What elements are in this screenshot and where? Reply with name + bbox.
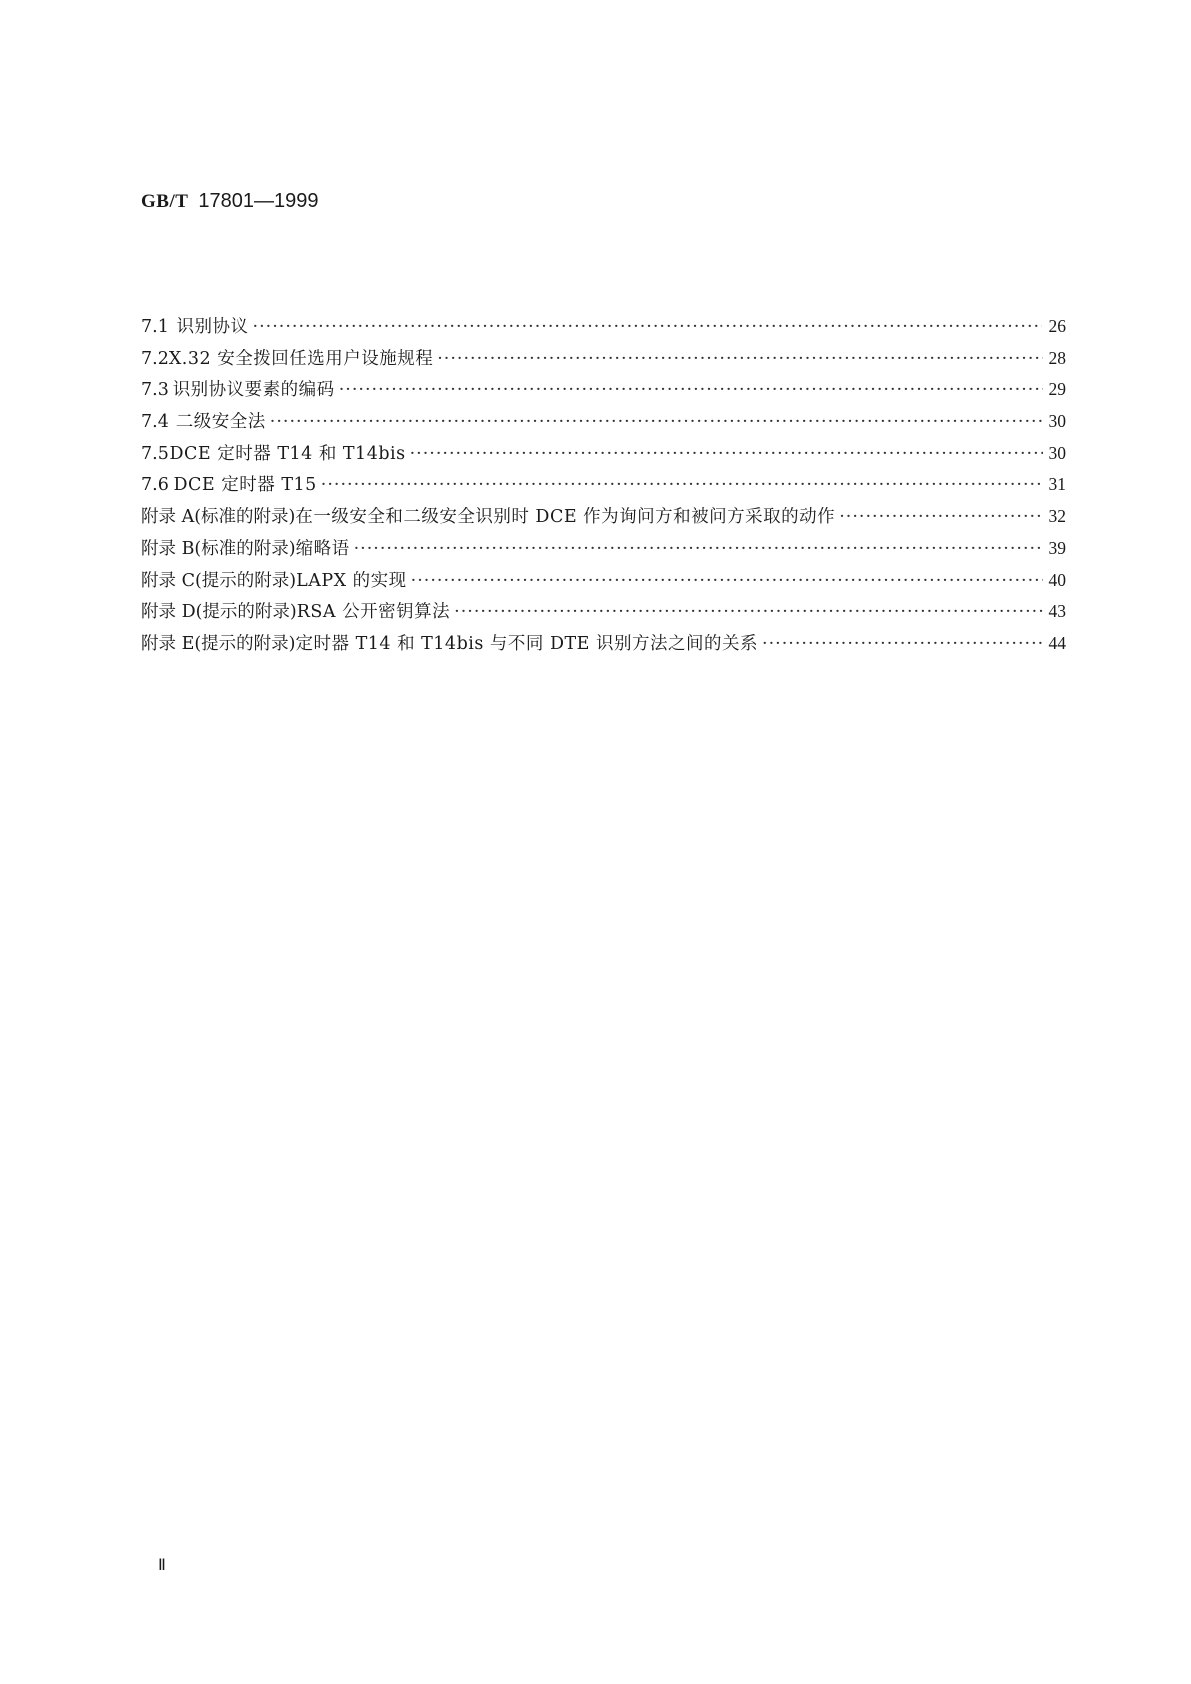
toc-entry-title: 定时器 T14 和 T14bis 与不同 DTE 识别方法之间的关系 [295,633,759,654]
toc-entry-7-1[interactable] [141,313,1066,345]
toc-entry-title: DCE 定时器 T15 [173,475,317,496]
toc-leader-dots [454,602,1042,622]
toc-entry-title: X.32 安全拨回任选用户设施规程 [168,348,434,369]
toc-entry-page: 28 [1048,347,1066,368]
toc-leader-dots [410,444,1043,464]
toc-entry-title: 识别协议要素的编码 [172,380,335,401]
toc-entry-page: 26 [1048,316,1066,336]
toc-leader-dots [339,380,1043,400]
toc-entry-number: 7.5 [141,443,169,464]
table-of-contents [141,313,1066,662]
toc-entry-7-2[interactable] [141,345,1066,377]
toc-entry-7-3[interactable] [141,376,1066,408]
toc-entry-number: 附录 A(标准的附录) [141,507,296,528]
toc-entry-title: DCE 定时器 T14 和 T14bis [169,443,406,464]
toc-entry-title: 识别协议 [176,317,249,337]
toc-entry-title: RSA 公开密钥算法 [296,602,451,623]
toc-entry-page: 40 [1048,569,1066,590]
toc-leader-dots [321,475,1043,495]
standard-header [141,188,319,213]
toc-entry-number: 7.6 [141,475,169,496]
toc-leader-dots [411,571,1043,591]
toc-entry-number: 附录 B(标准的附录) [141,538,296,559]
toc-entry-7-6[interactable] [141,471,1066,503]
toc-entry-appendix-a[interactable] [141,503,1066,535]
toc-entry-title: 缩略语 [295,538,350,559]
toc-entry-number: 附录 C(提示的附录) [141,570,297,591]
standard-prefix: GB/T [141,191,189,212]
toc-entry-number: 7.3 [141,380,169,401]
toc-entry-appendix-b[interactable] [141,535,1066,567]
toc-entry-page: 44 [1048,632,1066,653]
toc-entry-appendix-e[interactable] [141,630,1066,662]
toc-entry-number: 7.1 [141,317,169,337]
toc-entry-page: 39 [1048,537,1066,558]
toc-entry-page: 30 [1048,411,1066,432]
toc-leader-dots [354,539,1043,559]
toc-entry-title: 在一级安全和二级安全识别时 DCE 作为询问方和被问方采取的动作 [295,507,836,528]
toc-leader-dots [839,507,1042,527]
standard-number: 17801—1999 [198,190,319,212]
toc-entry-title: LAPX 的实现 [296,570,407,591]
toc-entry-page: 30 [1048,442,1066,463]
toc-leader-dots [762,634,1042,654]
toc-leader-dots [270,412,1043,432]
toc-entry-number: 附录 E(提示的附录) [141,633,296,654]
toc-entry-page: 32 [1048,506,1066,527]
toc-entry-7-4[interactable] [141,408,1066,440]
toc-leader-dots [437,349,1042,369]
toc-entry-appendix-c[interactable] [141,567,1066,599]
toc-entry-7-5[interactable] [141,440,1066,472]
toc-entry-appendix-d[interactable] [141,598,1066,630]
toc-entry-page: 29 [1048,379,1066,400]
toc-entry-number: 附录 D(提示的附录) [141,602,297,623]
toc-leader-dots [253,317,1043,337]
page-number: Ⅱ [158,1557,166,1574]
toc-entry-number: 7.4 [141,412,169,433]
toc-entry-page: 31 [1048,474,1066,495]
toc-entry-page: 43 [1048,601,1066,622]
toc-entry-title: 二级安全法 [175,412,266,433]
toc-entry-number: 7.2 [141,348,169,369]
